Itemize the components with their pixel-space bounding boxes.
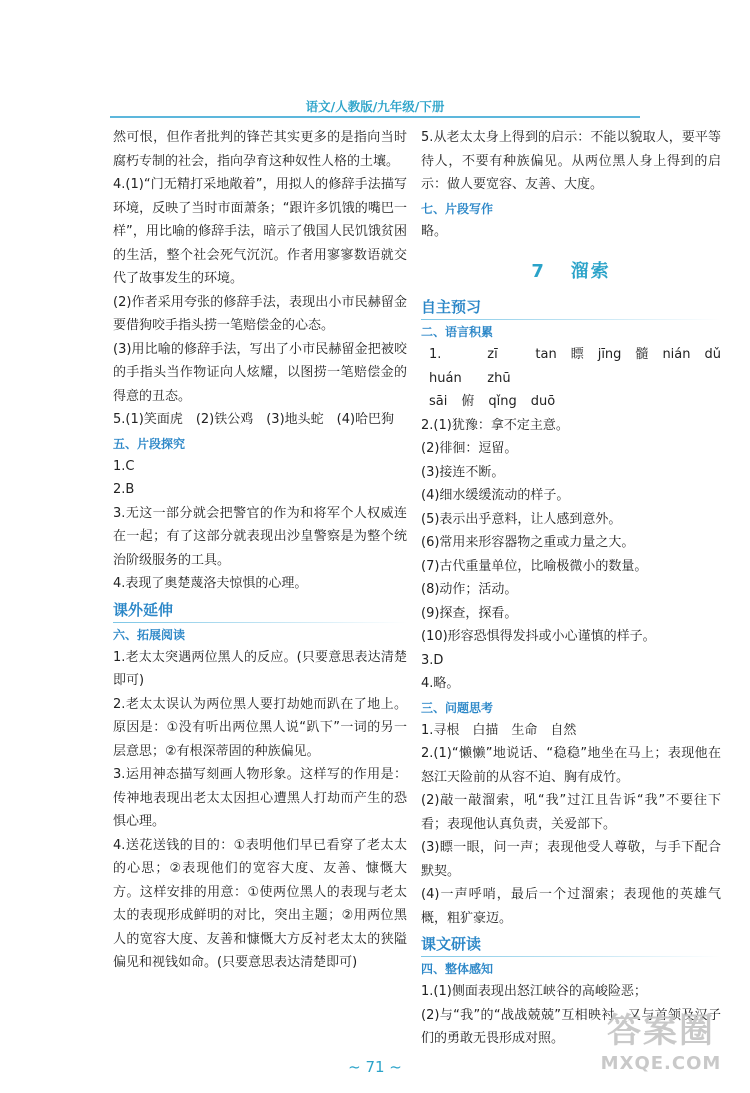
pinyin-item: dǔ <box>704 347 721 362</box>
answer-paragraph: (3)瞟一眼，问一声；表现他受人尊敬，与手下配合默契。 <box>421 840 721 879</box>
answer-paragraph: 1.老太太突遇两位黑人的反应。(只要意思表达清楚即可) <box>113 649 407 688</box>
answer-paragraph: (10)形容恐惧得发抖或小心谨慎的样子。 <box>421 629 656 644</box>
header-divider <box>110 116 640 118</box>
section-heading: 七、片段写作 <box>421 201 494 216</box>
pinyin-row <box>421 343 721 390</box>
part-heading: 课文研读 <box>421 932 721 957</box>
answer-paragraph: (2)敲一敲溜索，吼“我”过江且告诉“我”不要往下看；表现他认真负责，关爱部下。 <box>421 793 721 832</box>
answer-paragraph: 4.(1)“门无精打采地敞着”，用拟人的修辞手法描写环境，反映了当时市面萧条；“跟许多饥饿的嘴巴一样”，用比喻的修辞手法，暗示了俄国人民饥饿贫困的生活，整个社会死气沉沉。作者用寥寥数语就交代了故事发生的环境。 <box>113 177 407 286</box>
pinyin-item: qǐng <box>488 394 517 409</box>
answer-paragraph: (8)动作；活动。 <box>421 582 518 597</box>
lesson-name: 溜索 <box>570 261 611 282</box>
answer-paragraph: (2)与“我”的“战战兢兢”互相映衬，又与首领及汉子们的勇敢无畏形成对照。 <box>421 1007 721 1046</box>
part-heading: 课外延伸 <box>113 598 407 623</box>
answer-paragraph: (7)古代重量单位，比喻极微小的数量。 <box>421 558 648 574</box>
answer-paragraph: 5.从老太太身上得到的启示：不能以貌取人，要平等待人，不要有种族偏见。从两位黑人身上得到的启示：做人要宽容、友善、大度。 <box>421 130 721 192</box>
answer-paragraph: 略。 <box>421 223 448 239</box>
pinyin-item: sāi <box>429 394 448 409</box>
header-title: 语文/人教版/九年级/下册 <box>305 99 445 114</box>
answer-paragraph: (6)常用来形容器物之重或力量之大。 <box>421 535 635 550</box>
right-column-top <box>421 126 721 243</box>
pinyin-item: 俯 <box>461 394 475 409</box>
lesson-number: 7 <box>531 261 546 282</box>
lesson-title <box>421 255 721 289</box>
answer-paragraph: 4.送花送钱的目的：①表明他们早已看穿了老太太的心思；②表现他们的宽容大度、友善、慷慨大方。这样安排的用意：①使两位黑人的表现与老太太的表现形成鲜明的对比，突出主题；②用两位黑人的宽容大度、友善和慷慨大方反衬老太太的狭隘偏见和视钱如命。(只要意思表达清楚即可) <box>113 837 407 970</box>
section-heading: 四、整体感知 <box>421 962 494 976</box>
answer-paragraph: 2.老太太误认为两位黑人要打劫她而趴在了地上。原因是：①没有听出两位黑人说“趴下”一词的另一层意思；②有根深蒂固的种族偏见。 <box>113 696 407 759</box>
answer-paragraph: (5)表示出乎意料，让人感到意外。 <box>421 511 622 527</box>
section-heading: 六、拓展阅读 <box>113 627 186 642</box>
part-heading: 自主预习 <box>421 295 721 320</box>
answer-paragraph: 然可恨，但作者批判的锋芒其实更多的是指向当时腐朽专制的社会，指向孕育这种奴性人格的土壤。 <box>113 130 407 169</box>
pinyin-item: tan <box>535 347 557 362</box>
section-heading: 五、片段探究 <box>113 436 186 451</box>
answer-paragraph: 4.表现了奥楚蔑洛夫惊惧的心理。 <box>113 576 308 591</box>
left-column <box>113 126 407 975</box>
section-heading: 二、语言积累 <box>421 325 494 339</box>
pinyin-item: zī zhū <box>487 347 511 386</box>
pinyin-item: duō <box>530 394 556 409</box>
answer-paragraph: 1.(1)侧面表现出怒江峡谷的高峻险恶； <box>421 984 647 999</box>
answer-paragraph: 2.(1)犹豫：拿不定主意。 <box>421 417 569 433</box>
answer-paragraph: (2)作者采用夸张的修辞手法，表现出小市民赫留金要借狗咬手指头捞一笔赔偿金的心态。 <box>113 294 407 333</box>
pinyin-item: nián <box>662 347 691 362</box>
answer-paragraph: 3.D <box>421 652 444 668</box>
pinyin-item: jīng <box>597 347 622 362</box>
answer-paragraph: (3)接连不断。 <box>421 464 505 480</box>
answer-paragraph: 2.B <box>113 482 135 497</box>
answer-paragraph: (3)用比喻的修辞手法，写出了小市民赫留金把被咬的手指头当作物证向人炫耀，以图捞一笔赔偿金的得意的丑态。 <box>113 341 407 404</box>
right-column-bottom <box>421 295 721 1051</box>
answer-paragraph: 1.寻根 白描 生命 自然 <box>421 722 577 738</box>
answer-paragraph: (9)探查，探看。 <box>421 605 518 621</box>
pinyin-item: 瞟 <box>570 347 584 362</box>
page-number: ~ 71 ~ <box>348 1058 402 1076</box>
pinyin-row <box>421 390 721 414</box>
pinyin-item: 1. huán <box>429 347 462 386</box>
answer-paragraph: 2.(1)“懒懒”地说话、“稳稳”地坐在马上；表现他在怒江天险前的从容不迫、胸有成竹。 <box>421 746 721 785</box>
answer-paragraph: 1.C <box>113 458 135 474</box>
right-column <box>421 126 721 1051</box>
answer-paragraph: (4)一声呼哨，最后一个过溜索；表现他的英雄气概，粗犷豪迈。 <box>421 887 721 926</box>
answer-paragraph: 5.(1)笑面虎 (2)铁公鸡 (3)地头蛇 (4)哈巴狗 <box>113 412 395 427</box>
watermark-text: 答案圈 <box>607 1011 715 1051</box>
watermark-url: MXQE.COM <box>600 1053 722 1074</box>
section-heading: 三、问题思考 <box>421 700 494 715</box>
answer-paragraph: 3.运用神态描写刻画人物形象。这样写的作用是：传神地表现出老太太因担心遭黑人打劫而产生的恐惧心理。 <box>113 767 407 829</box>
answer-paragraph: 3.无这一部分就会把警官的作为和将军个人权威连在一起；有了这部分就表现出沙皇警察是为整个统治阶级服务的工具。 <box>113 505 407 568</box>
answer-paragraph: (4)细水缓缓流动的样子。 <box>421 488 570 503</box>
answer-paragraph: (2)徘徊：逗留。 <box>421 441 518 456</box>
pinyin-item: 髓 <box>635 347 649 362</box>
watermark-logo <box>586 1009 736 1085</box>
answer-paragraph: 4.略。 <box>421 676 460 691</box>
